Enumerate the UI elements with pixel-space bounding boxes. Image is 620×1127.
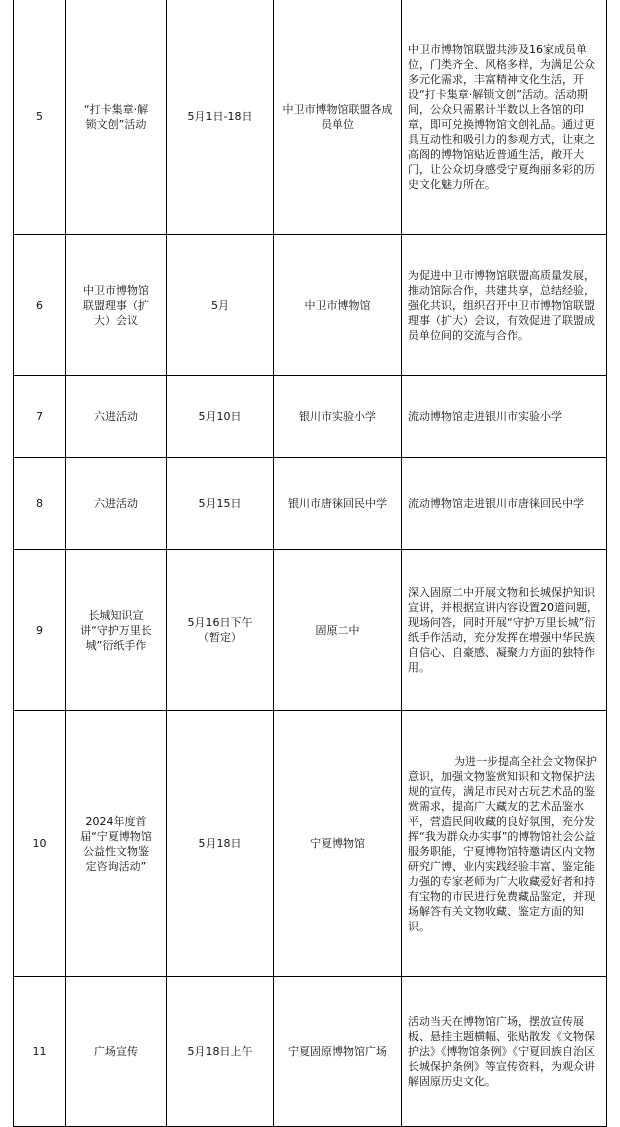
activity-date: 5月10日 bbox=[167, 376, 274, 458]
activity-name: 六进活动 bbox=[66, 458, 167, 550]
activity-description: 活动当天在博物馆广场，摆放宣传展板、悬挂主题横幅、张贴散发《文物保护法》《博物馆条例》《宁夏回族自治区长城保护条例》等宣传资料，为观众讲解固原历史文化。 bbox=[402, 977, 607, 1127]
activity-date-text: 5月16日下午（暂定） bbox=[187, 616, 253, 644]
table-row bbox=[14, 711, 607, 977]
row-number: 6 bbox=[14, 235, 66, 376]
activity-place: 银川市实验小学 bbox=[274, 376, 402, 458]
activity-name: 广场宣传 bbox=[66, 977, 167, 1127]
activity-name bbox=[66, 0, 167, 235]
activity-place: 宁夏固原博物馆广场 bbox=[274, 977, 402, 1127]
table-row bbox=[14, 235, 607, 376]
activity-description: 流动博物馆走进银川市实验小学 bbox=[402, 376, 607, 458]
activity-place bbox=[274, 0, 402, 235]
activity-name bbox=[66, 550, 167, 711]
row-number: 7 bbox=[14, 376, 66, 458]
activity-name-text: 2024年度首届“宁夏博物馆公益性文物鉴定咨询活动” bbox=[80, 814, 152, 873]
activity-place-text: 中卫市博物馆联盟各成员单位 bbox=[282, 102, 393, 131]
row-number: 8 bbox=[14, 458, 66, 550]
activity-name-text: 长城知识宣讲“守护万里长城”衍纸手作 bbox=[80, 608, 152, 652]
activity-description-text: 为进一步提高全社会文物保护意识，加强文物鉴赏知识和文物保护法规的宣传，满足市民对古玩艺术品的鉴赏需求，提高广大藏友的艺术品鉴水平，营造民间收藏的良好氛围，充分发挥“我为群众办实事”的博物馆社会公益服务职能，宁夏博物馆特邀请区内文物研究广博、业内实践经验丰富、鉴定能力强的专家老师为广大收藏爱好者和持有宝物的市民进行免费藏品鉴定，并现场解答有关文物收藏、鉴定方面的知识。 bbox=[408, 754, 597, 933]
activity-description bbox=[402, 711, 607, 977]
activity-date bbox=[167, 550, 274, 711]
row-number: 11 bbox=[14, 977, 66, 1127]
activity-place: 固原二中 bbox=[274, 550, 402, 711]
row-number: 5 bbox=[14, 0, 66, 235]
activity-description: 流动博物馆走进银川市唐徕回民中学 bbox=[402, 458, 607, 550]
activity-place: 中卫市博物馆 bbox=[274, 235, 402, 376]
table-row bbox=[14, 376, 607, 458]
row-number: 9 bbox=[14, 550, 66, 711]
activity-description: 中卫市博物馆联盟共涉及16家成员单位，门类齐全、风格多样，为满足公众多元化需求，丰富精神文化生活，开设“打卡集章·解锁文创”活动。活动期间，公众只需累计半数以上各馆的印章，即可兑换博物馆文创礼品。通过更具互动性和吸引力的参观方式，让束之高阁的博物馆贴近普通生活，敞开大门，让公众切身感受宁夏绚丽多彩的历史文化魅力所在。 bbox=[402, 0, 607, 235]
table-row bbox=[14, 458, 607, 550]
activity-name bbox=[66, 235, 167, 376]
activity-description: 深入固原二中开展文物和长城保护知识宣讲，并根据宣讲内容设置20道问题，现场问答，同时开展“守护万里长城”衍纸手作活动，充分发挥在增强中华民族自信心、自豪感、凝聚力方面的独特作用。 bbox=[402, 550, 607, 711]
activity-description: 为促进中卫市博物馆联盟高质量发展，推动馆际合作，共建共享，总结经验，强化共识，组织召开中卫市博物馆联盟理事（扩大）会议，有效促进了联盟成员单位间的交流与合作。 bbox=[402, 235, 607, 376]
activity-name-text: 中卫市博物馆联盟理事（扩大）会议 bbox=[83, 283, 149, 327]
table-row bbox=[14, 550, 607, 711]
table-row bbox=[14, 0, 607, 235]
row-number: 10 bbox=[14, 711, 66, 977]
activity-name bbox=[66, 711, 167, 977]
activity-date: 5月18日上午 bbox=[167, 977, 274, 1127]
activity-date: 5月1日-18日 bbox=[167, 0, 274, 235]
activity-place: 宁夏博物馆 bbox=[274, 711, 402, 977]
activity-name-text: “打卡集章·解锁文创”活动 bbox=[83, 102, 149, 131]
activity-date: 5月15日 bbox=[167, 458, 274, 550]
activity-name: 六进活动 bbox=[66, 376, 167, 458]
activity-table bbox=[13, 0, 607, 1127]
activity-date: 5月 bbox=[167, 235, 274, 376]
activity-place: 银川市唐徕回民中学 bbox=[274, 458, 402, 550]
activity-date: 5月18日 bbox=[167, 711, 274, 977]
table-row bbox=[14, 977, 607, 1127]
